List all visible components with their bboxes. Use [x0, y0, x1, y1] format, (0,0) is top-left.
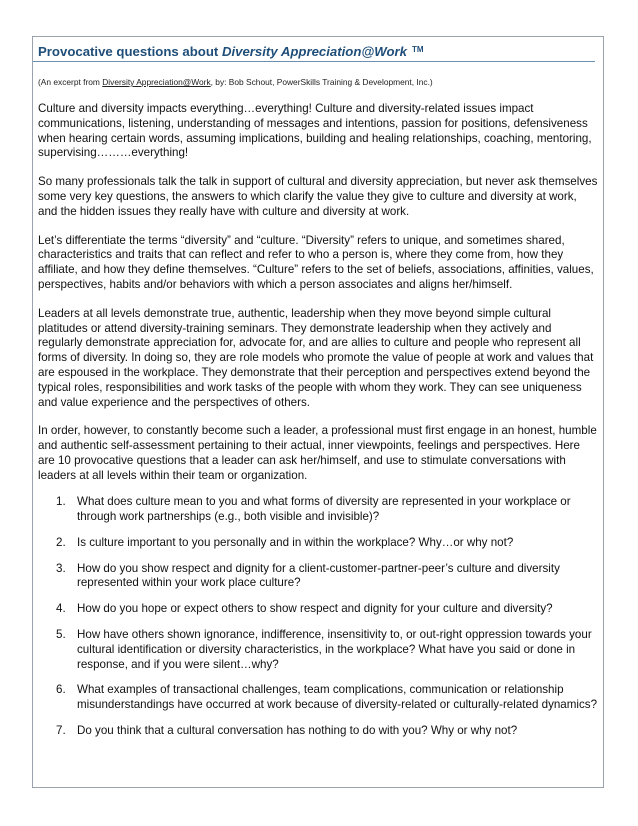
- paragraph-talk: So many professionals talk the talk in support of cultural and diversity appreciation, but never ask themselves some very key questions, the answers to which clarify the value they give to culture and diversity at work, and the hidden issues they really have with culture and diversity at work.: [38, 175, 598, 218]
- excerpt-note: [38, 75, 598, 89]
- excerpt-book-link[interactable]: Diversity Appreciation@Work: [102, 77, 211, 87]
- list-number: 7.: [56, 723, 66, 737]
- list-text: What examples of transactional challenges, team complications, communication or relationship misunderstandings have occurred at work because of diversity-related or culturally-related dynamics?: [77, 683, 598, 712]
- list-text: How have others shown ignorance, indifference, insensitivity to, or out-right oppression towards your cultural identification or diversity characteristics, in the workplace? What have you said or done in response, and if you were silent…why?: [77, 627, 592, 671]
- list-number: 2.: [56, 535, 66, 549]
- list-text: What does culture mean to you and what forms of diversity are represented in your workplace or through work partnerships (e.g., both visible and invisible)?: [77, 495, 571, 523]
- list-item: [38, 602, 598, 617]
- list-item: [38, 536, 598, 551]
- document-content: [38, 37, 598, 750]
- document-title: [38, 38, 598, 62]
- paragraph-self-assessment: In order, however, to constantly become such a leader, a professional must first engage in an honest, humble and authentic self-assessment pertaining to their actual, inner viewpoints, feelings and perspectives. Here are 10 provocative questions that a leader can ask her/himself, and use to stimulate conversations with leaders at all levels within their team or organization.: [38, 424, 597, 482]
- list-text: How do you show respect and dignity for a client-customer-partner-peer’s culture and diversity represented within your work place culture?: [77, 561, 560, 590]
- list-item: [38, 724, 598, 739]
- list-number: 4.: [56, 602, 66, 616]
- list-number: 3.: [56, 561, 66, 575]
- paragraph-leaders: Leaders at all levels demonstrate true, authentic, leadership when they move beyond simple cultural platitudes or attend diversity-training seminars. They demonstrate leadership when they actively and regularly demonstrate appreciation for, advocate for, and are allies to culture and people who represent all forms of diversity. In doing so, they are role models who promote the value of people at work and values that are espoused in the workplace. They demonstrate that their perception and perspectives extend beyond the typical roles, responsibilities and work tasks of the people with whom they work. They can see uniqueness and value experience and the perspectives of others.: [38, 306, 594, 409]
- title-prefix: Provocative questions about: [38, 44, 222, 59]
- paragraph-definitions: Let’s differentiate the terms “diversity” and “culture. “Diversity” refers to unique, and sometimes shared, characteristics and traits that can reflect and refer to who a person is, where they come from, how they affiliate, and how they define themselves. “Culture” refers to the set of beliefs, associations, affinities, values, perspectives, habits and/or behaviors with which a person associates and aligns her/himself.: [38, 233, 594, 291]
- list-number: 5.: [56, 627, 66, 641]
- excerpt-open: (An excerpt from: [38, 77, 103, 87]
- document-page: [32, 36, 604, 788]
- list-item: [38, 562, 598, 592]
- question-list: [38, 495, 598, 739]
- list-item: [38, 683, 598, 713]
- list-item: [38, 495, 598, 525]
- title-book-name: Diversity Appreciation@Work: [221, 44, 408, 59]
- paragraph-impact: Culture and diversity impacts everything…everything! Culture and diversity-related issues impact communications, listening, understanding of messages and intentions, passion for positions, defensiveness when hearing certain words, assuming implications, building and healing relationships, coaching, mentoring, supervising………everything!: [38, 102, 592, 160]
- trademark-mark: TM: [412, 45, 424, 54]
- list-text: How do you hope or expect others to show respect and dignity for your culture and diversity?: [77, 602, 553, 616]
- list-number: 1.: [56, 495, 66, 509]
- excerpt-rest: , by: Bob Schout, PowerSkills Training & Development, Inc.): [210, 77, 433, 87]
- list-number: 6.: [56, 683, 66, 697]
- list-text: Is culture important to you personally and in within the workplace? Why…or why not?: [77, 535, 514, 549]
- list-text: Do you think that a cultural conversation has nothing to do with you? Why or why not?: [77, 723, 518, 737]
- list-item: [38, 628, 598, 672]
